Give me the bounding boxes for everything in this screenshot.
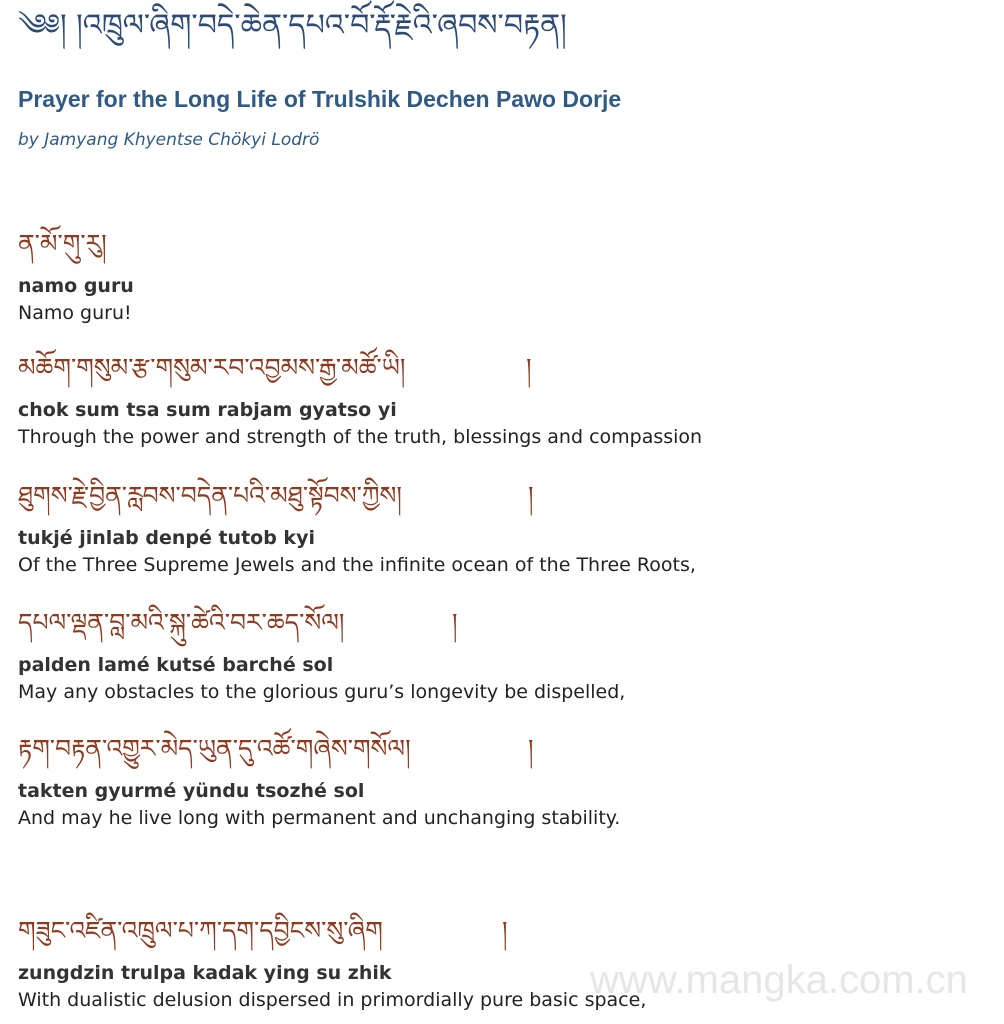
verse-shad-mark: ། xyxy=(502,916,508,945)
verse-transliteration: zungdzin trulpa kadak ying su zhik xyxy=(18,962,392,984)
verse-shad-mark: ། xyxy=(528,734,534,763)
verse-tibetan-line xyxy=(18,474,988,518)
verse-3 xyxy=(18,474,988,578)
verse-translation: Of the Three Supreme Jewels and the infinite ocean of the Three Roots, xyxy=(18,554,696,576)
author-byline: by Jamyang Khyentse Chökyi Lodrö xyxy=(18,130,320,150)
verse-tibetan-text: ན་མོ་གུ་རུ། xyxy=(18,229,107,258)
verse-translation: Through the power and strength of the truth, blessings and compassion xyxy=(18,426,703,448)
verse-transliteration: takten gyurmé yündu tsozhé sol xyxy=(18,780,365,802)
verse-4 xyxy=(18,601,988,705)
verse-2 xyxy=(18,346,988,450)
verse-tibetan-text: གཟུང་འཛིན་འཁྲུལ་པ་ཀ་དག་དབྱིངས་སུ་ཞིག xyxy=(18,916,383,945)
verse-tibetan-line xyxy=(18,727,988,771)
verse-transliteration: palden lamé kutsé barché sol xyxy=(18,654,334,676)
verse-1 xyxy=(18,222,988,326)
verse-tibetan-text: མཆོག་གསུམ་རྩ་གསུམ་རབ་འབྱམས་རྒྱ་མཚོ་ཡི། xyxy=(18,353,406,382)
verse-tibetan-text: རྟག་བརྟན་འགྱུར་མེད་ཡུན་དུ་འཚོ་གཞེས་གསོལ། xyxy=(18,734,411,763)
verse-5 xyxy=(18,727,988,831)
verse-tibetan-line xyxy=(18,909,988,953)
verse-shad-mark: ། xyxy=(452,608,458,637)
page-title: Prayer for the Long Life of Trulshik Dechen Pawo Dorje xyxy=(18,86,622,112)
watermark: www.mangka.com.cn xyxy=(590,958,968,1002)
verse-translation: May any obstacles to the glorious guru’s longevity be dispelled, xyxy=(18,681,626,703)
verse-tibetan-line xyxy=(18,222,988,266)
verse-transliteration: namo guru xyxy=(18,275,134,297)
verse-translation: Namo guru! xyxy=(18,302,132,324)
verse-shad-mark: ། xyxy=(528,481,534,510)
verse-transliteration: tukjé jinlab denpé tutob kyi xyxy=(18,527,315,549)
verse-translation: With dualistic delusion dispersed in primordially pure basic space, xyxy=(18,989,647,1011)
verse-6 xyxy=(18,909,988,1013)
verse-shad-mark: ། xyxy=(526,353,532,382)
verse-tibetan-text: དཔལ་ལྡན་བླ་མའི་སྐུ་ཚེའི་བར་ཆད་སོལ། xyxy=(18,608,345,637)
verse-tibetan-text: ཐུགས་རྗེ་བྱིན་རླབས་བདེན་པའི་མཐུ་སྟོབས་ཀྱིས། xyxy=(18,481,402,510)
tibetan-header-title: ༄༅། །འཁྲུལ་ཞིག་བདེ་ཆེན་དཔའ་བོ་རྡོ་རྗེའི་ཞབས་བརྟན། xyxy=(18,8,567,43)
verse-translation: And may he live long with permanent and unchanging stability. xyxy=(18,807,621,829)
verse-tibetan-line xyxy=(18,601,988,645)
verse-transliteration: chok sum tsa sum rabjam gyatso yi xyxy=(18,399,397,421)
verse-tibetan-line xyxy=(18,346,988,390)
